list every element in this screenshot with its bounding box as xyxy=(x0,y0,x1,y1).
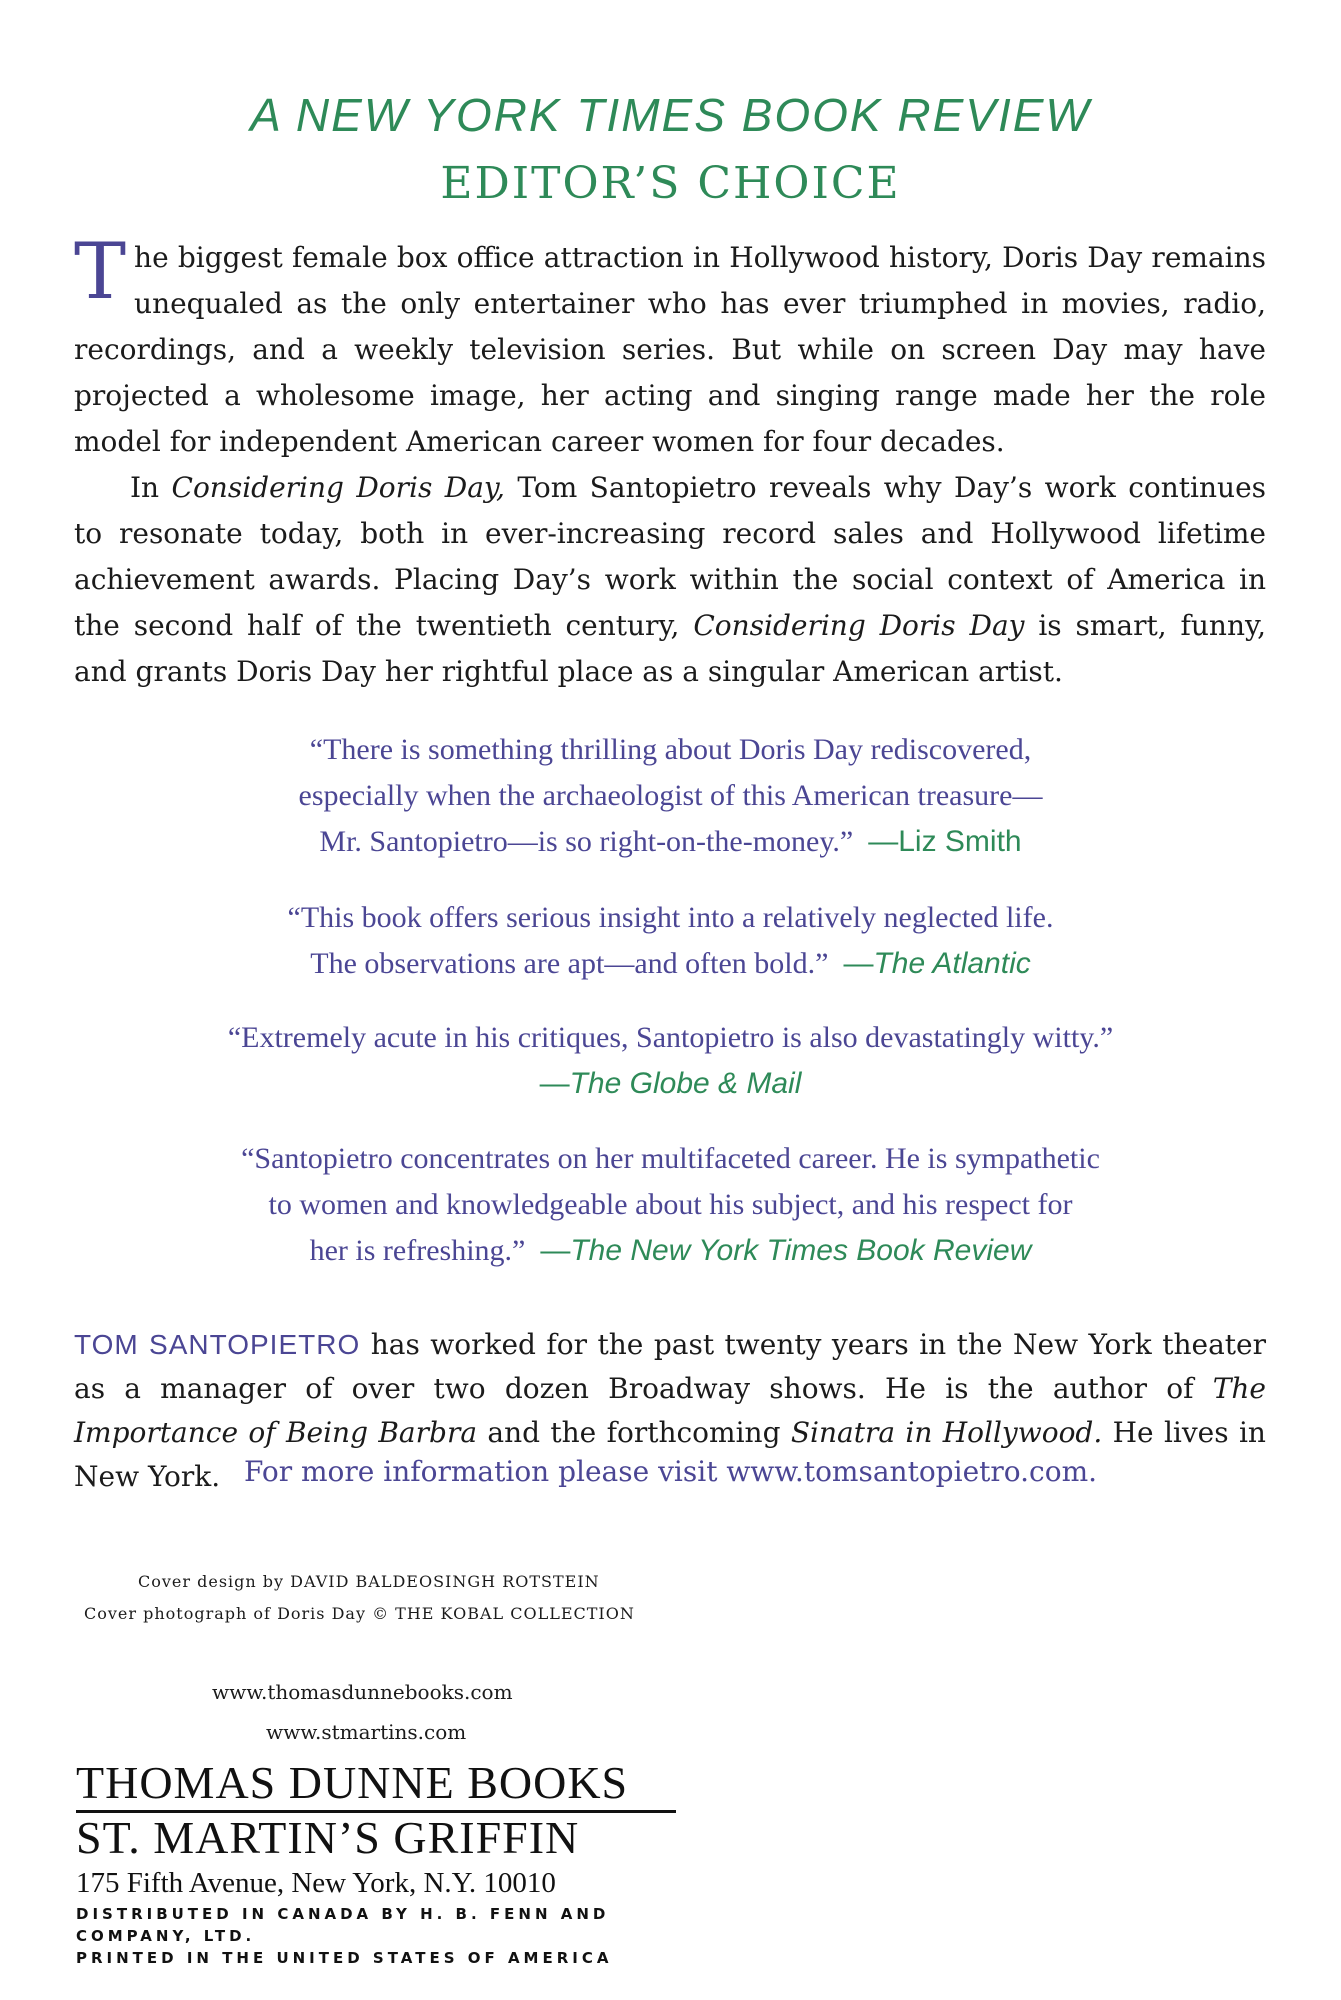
bio-text: He lives in New York. xyxy=(74,1416,1266,1493)
publisher-block xyxy=(76,1758,676,1969)
book-title: Considering Doris Day xyxy=(693,609,1025,642)
editors-choice-line1: A NEW YORK TIMES BOOK REVIEW xyxy=(250,89,1091,141)
editors-choice-line2: EDITOR’S CHOICE xyxy=(440,158,901,209)
quote-dash: — xyxy=(540,1234,571,1267)
bio-text: and the forthcoming xyxy=(477,1416,791,1449)
quote-line: “There is something thrilling about Doris Day rediscovered, xyxy=(309,733,1032,766)
imprint-name: ST. MARTIN’S GRIFFIN xyxy=(76,1812,580,1863)
quote-line: “Santopietro concentrates on her multifaceted career. He is sympathetic xyxy=(241,1142,1100,1175)
publisher-url: www.stmartins.com xyxy=(266,1720,467,1744)
quote-dash: — xyxy=(539,1067,570,1100)
quote-line: “Extremely acute in his critiques, Santopietro is also devastatingly witty.” xyxy=(227,1021,1114,1054)
author-website-line: For more information please visit www.tomsantopietro.com. xyxy=(243,1455,1098,1488)
quote-source: The Atlantic xyxy=(873,947,1031,980)
printed-note: PRINTED IN THE UNITED STATES OF AMERICA xyxy=(76,1949,613,1967)
quote-line: to women and knowledgeable about his subject, and his respect for xyxy=(268,1188,1073,1221)
description-p2-b: Tom Santopietro reveals why Day’s work continues to resonate today, both in ever-increasing record sales and Hollywood lifetime achievement awards. Placing Day’s work within the social context of America in the second half of the twentieth century, xyxy=(74,471,1267,642)
description-paragraph-1 xyxy=(74,227,1266,465)
book-description xyxy=(74,227,1267,695)
cover-credits xyxy=(84,1566,635,1630)
quote-line: The observations are apt—and often bold.” xyxy=(310,947,829,980)
quote-dash: — xyxy=(868,825,899,858)
publisher-address: 175 Fifth Avenue, New York, N.Y. 10010 xyxy=(76,1867,556,1899)
quote-line: Mr. Santopietro—is so right-on-the-money.” xyxy=(319,825,854,858)
publisher-name: THOMAS DUNNE BOOKS xyxy=(76,1758,676,1813)
description-p2-c: is smart, funny, and grants Doris Day her rightful place as a singular American artist. xyxy=(74,609,1266,688)
quote-source: The Globe & Mail xyxy=(569,1067,802,1100)
cover-photo-credit: Cover photograph of Doris Day © THE KOBAL COLLECTION xyxy=(84,1604,635,1623)
quote-line: especially when the archaeologist of this American treasure— xyxy=(298,779,1043,812)
description-p2-a: In xyxy=(130,471,172,504)
quote-dash: — xyxy=(843,947,874,980)
quote-source: Liz Smith xyxy=(898,825,1022,858)
cover-design-credit: Cover design by DAVID BALDEOSINGH ROTSTEIN xyxy=(138,1572,600,1591)
distribution-note: DISTRIBUTED IN CANADA BY H. B. FENN AND COMPANY, LTD. xyxy=(76,1905,610,1945)
publisher-urls xyxy=(212,1672,513,1752)
quote-line: her is refreshing.” xyxy=(309,1234,526,1267)
review-quote-4 xyxy=(0,1136,1341,1274)
quote-source: The New York Times Book Review xyxy=(570,1234,1032,1267)
review-quote-1 xyxy=(0,727,1341,865)
quote-line: “This book offers serious insight into a relatively neglected life. xyxy=(287,901,1054,934)
drop-cap: T xyxy=(74,227,127,317)
book-title: The Importance of Being Barbra xyxy=(74,1372,1266,1449)
publisher-url: www.thomasdunnebooks.com xyxy=(212,1680,513,1704)
description-p1-text: he biggest female box office attraction in Hollywood history, Doris Day remains unequaled as the only entertainer who has ever triumphed in movies, radio, recordings, and a weekly television series. But while on screen Day may have projected a wholesome image, her acting and singing range made her the role model for independent American career women for four decades. xyxy=(74,241,1266,458)
book-title: Considering Doris Day, xyxy=(171,471,505,504)
author-name: TOM SANTOPIETRO xyxy=(74,1329,361,1360)
review-quote-3 xyxy=(0,1015,1341,1107)
description-paragraph-2 xyxy=(74,465,1266,695)
book-title: Sinatra in Hollywood. xyxy=(790,1416,1103,1449)
bio-text: has worked for the past twenty years in the New York theater as a manager of over two dozen Broadway shows. He is the author of xyxy=(74,1328,1266,1405)
review-quote-2 xyxy=(0,895,1341,987)
